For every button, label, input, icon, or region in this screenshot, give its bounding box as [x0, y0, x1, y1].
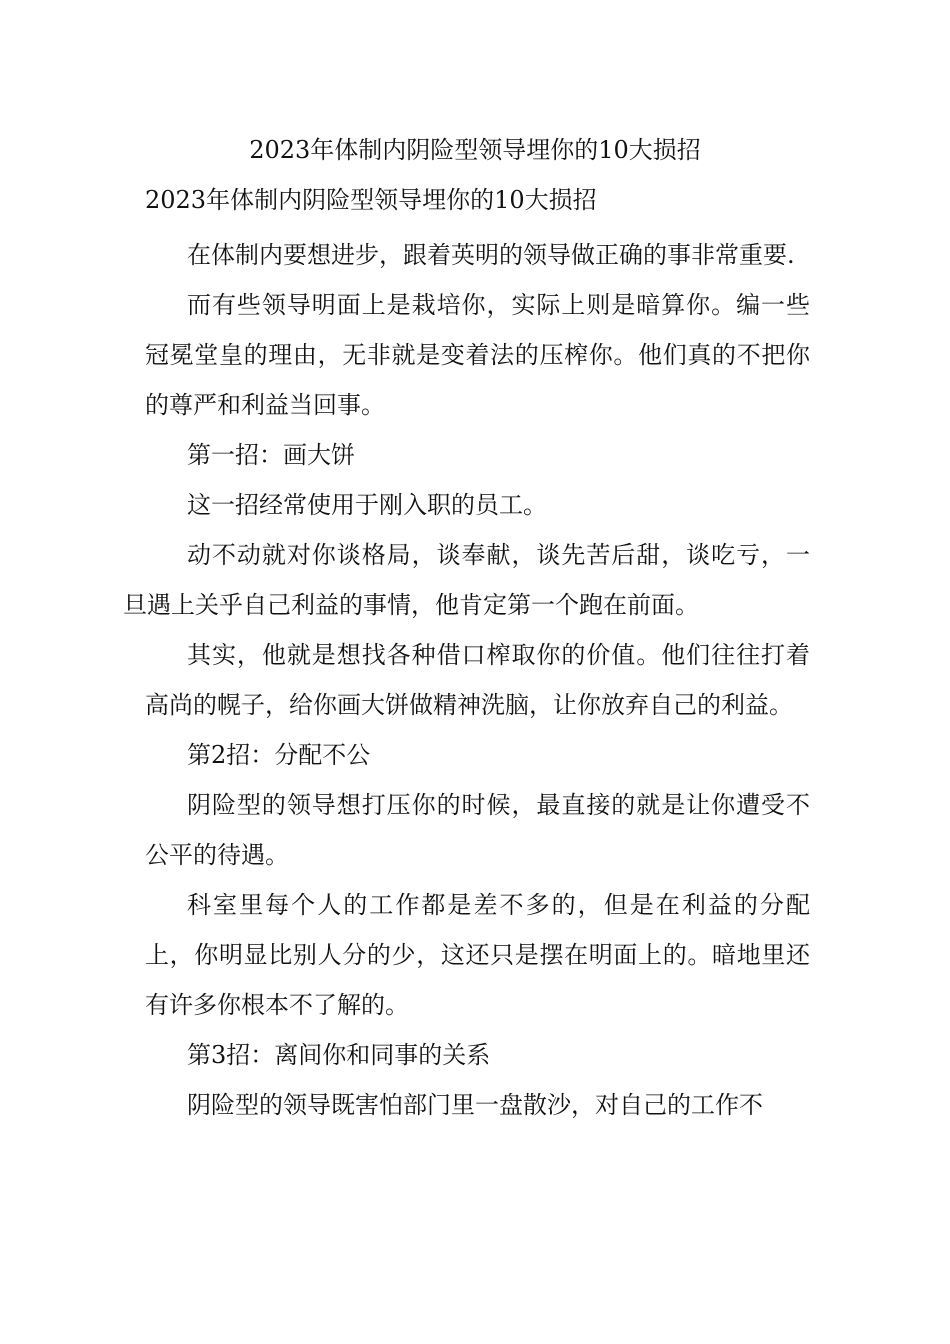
section-heading: 第一招：画大饼: [187, 441, 355, 469]
paragraph: 阴险型的领导既害怕部门里一盘散沙，对自己的工作不: [187, 1091, 763, 1119]
section-heading: 第2招：分配不公: [187, 741, 371, 769]
paragraph: 而有些领导明面上是栽培你，实际上则是暗算你。编一些冠冕堂皇的理由，无非就是变着法的压榨你。他们真的不把你的尊严和利益当回事。: [145, 291, 810, 419]
document-subtitle: 2023年体制内阴险型领导埋你的10大损招: [145, 186, 597, 214]
paragraph: 科室里每个人的工作都是差不多的，但是在利益的分配上，你明显比别人分的少，这还只是摆在明面上的。暗地里还有许多你根本不了解的。: [145, 891, 810, 1019]
document-title: 2023年体制内阴险型领导埋你的10大损招: [249, 136, 701, 164]
paragraph: 这一招经常使用于刚入职的员工。: [187, 491, 547, 519]
paragraph: 动不动就对你谈格局，谈奉献，谈先苦后甜，谈吃亏，一旦遇上关乎自己利益的事情，他肯定第一个跑在前面。: [123, 541, 810, 619]
document-body: [123, 230, 810, 1130]
paragraph: 阴险型的领导想打压你的时候，最直接的就是让你遭受不公平的待遇。: [145, 791, 810, 869]
section-heading: 第3招：离间你和同事的关系: [187, 1041, 491, 1069]
paragraph: 其实，他就是想找各种借口榨取你的价值。他们往往打着高尚的幌子，给你画大饼做精神洗脑，让你放弃自己的利益。: [145, 641, 810, 719]
paragraph: 在体制内要想进步，跟着英明的领导做正确的事非常重要.: [187, 241, 795, 269]
